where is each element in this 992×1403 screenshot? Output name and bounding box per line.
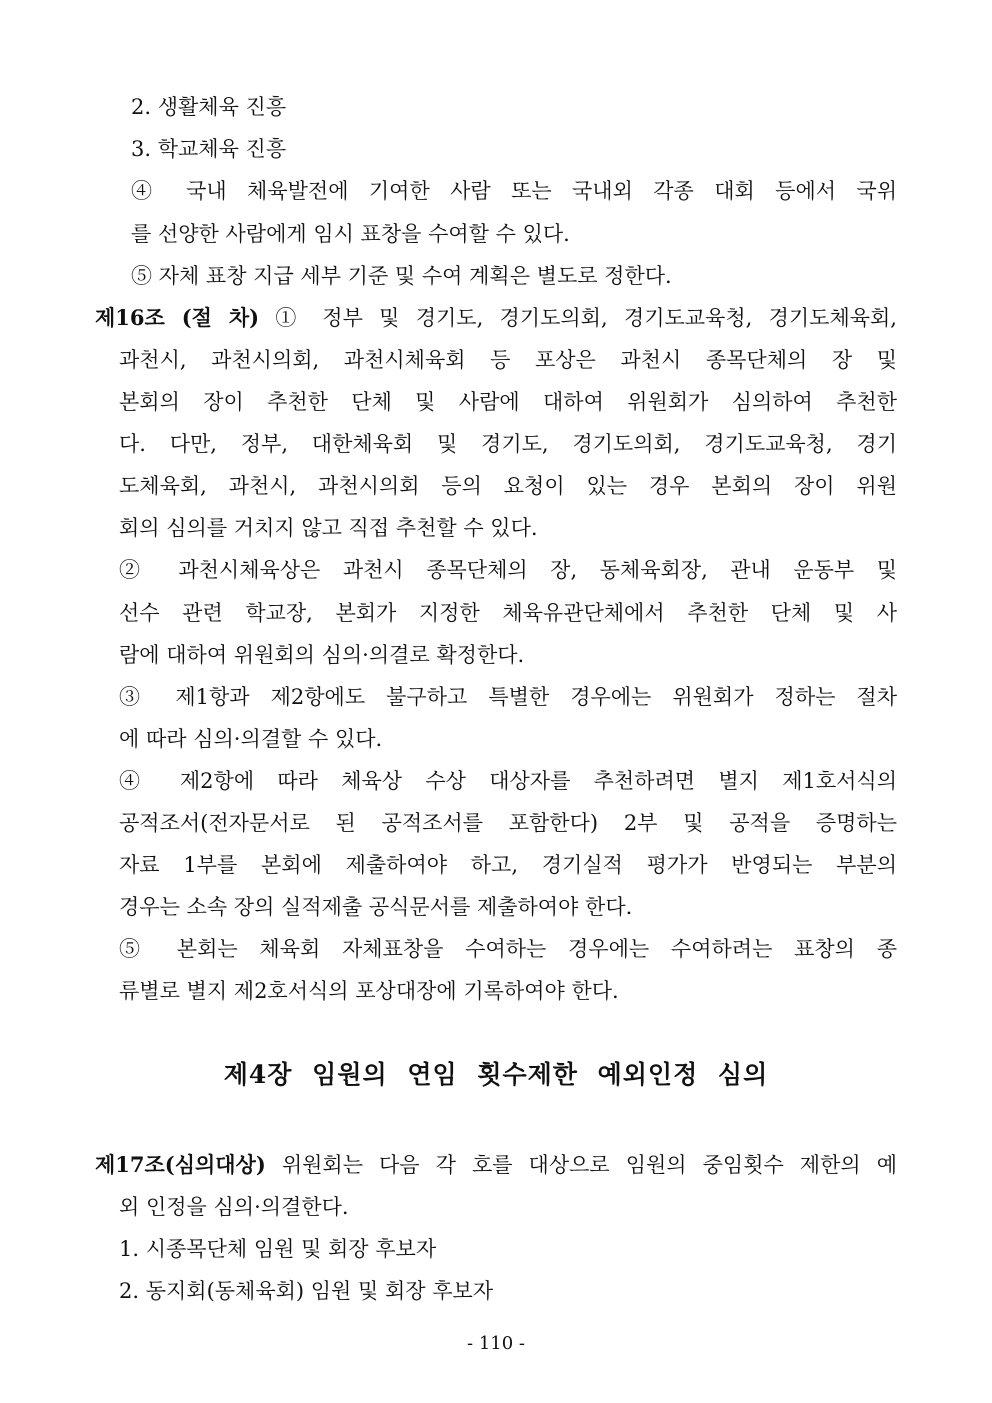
art16-para3-line: 에 따라 심의·의결할 수 있다.: [119, 727, 383, 751]
art16-line: 본회의 장이 추천한 단체 및 사람에 대하여 위원회가 심의하여 추천한: [119, 390, 897, 414]
art16-heading: 제16조 (절 차): [95, 305, 260, 330]
art15-para4-line1: ④ 국내 체육발전에 기여한 사람 또는 국내외 각종 대회 등에서 국위: [131, 179, 897, 203]
art15-para5: ⑤ 자체 표창 지급 세부 기준 및 수여 계획은 별도로 정한다.: [131, 264, 672, 288]
art16-para4-line: ④ 제2항에 따라 체육상 수상 대상자를 추천하려면 별지 제1호서식의: [119, 769, 897, 793]
art16-para4-line: 경우는 소속 장의 실적제출 공식문서를 제출하여야 한다.: [119, 895, 633, 919]
page-number: - 110 -: [467, 1333, 525, 1354]
art16-line1: [95, 303, 897, 333]
art15-para4-line2: 를 선양한 사람에게 임시 표창을 수여할 수 있다.: [131, 222, 570, 246]
art16-line: 회의 심의를 거치지 않고 직접 추천할 수 있다.: [119, 516, 538, 540]
chapter-title: 제4장 임원의 연임 횟수제한 예외인정 심의: [223, 1060, 769, 1089]
art16-para3-line: ③ 제1항과 제2항에도 불구하고 특별한 경우에는 위원회가 정하는 절차: [119, 685, 897, 709]
art16-para4-line: 공적조서(전자문서로 된 공적조서를 포함한다) 2부 및 공적을 증명하는: [119, 811, 897, 835]
art16-line1-text: ① 정부 및 경기도, 경기도의회, 경기도교육청, 경기도체육회,: [259, 306, 897, 330]
art17-heading: 제17조(심의대상): [95, 1152, 266, 1177]
art16-line: 도체육회, 과천시, 과천시의회 등의 요청이 있는 경우 본회의 장이 위원: [119, 474, 897, 498]
art16-line: 과천시, 과천시의회, 과천시체육회 등 포상은 과천시 종목단체의 장 및: [119, 348, 897, 372]
art16-para2-line: 선수 관련 학교장, 본회가 지정한 체육유관단체에서 추천한 단체 및 사: [119, 601, 897, 625]
art16-para4-line: 자료 1부를 본회에 제출하여야 하고, 경기실적 평가가 반영되는 부분의: [119, 853, 897, 877]
art17-line1: [95, 1150, 897, 1180]
art16-para2-line: ② 과천시체육상은 과천시 종목단체의 장, 동체육회장, 관내 운동부 및: [119, 558, 897, 582]
list-item-3: 3. 학교체육 진흥: [131, 137, 287, 161]
art16-para5-line: ⑤ 본회는 체육회 자체표창을 수여하는 경우에는 수여하려는 표창의 종: [119, 937, 897, 961]
list-item-2: 2. 생활체육 진흥: [131, 95, 287, 119]
art17-item-1: 1. 시종목단체 임원 및 회장 후보자: [119, 1237, 437, 1261]
art16-line: 다. 다만, 정부, 대한체육회 및 경기도, 경기도의회, 경기도교육청, 경기: [119, 432, 897, 456]
art17-item-2: 2. 동지회(동체육회) 임원 및 회장 후보자: [119, 1279, 494, 1303]
art17-line1-text: 위원회는 다음 각 호를 대상으로 임원의 중임횟수 제한의 예: [265, 1153, 897, 1177]
art16-para5-line: 류별로 별지 제2호서식의 포상대장에 기록하여야 한다.: [119, 979, 619, 1003]
art17-line2: 외 인정을 심의·의결한다.: [119, 1195, 349, 1219]
art16-para2-line: 람에 대하여 위원회의 심의·의결로 확정한다.: [119, 643, 525, 667]
